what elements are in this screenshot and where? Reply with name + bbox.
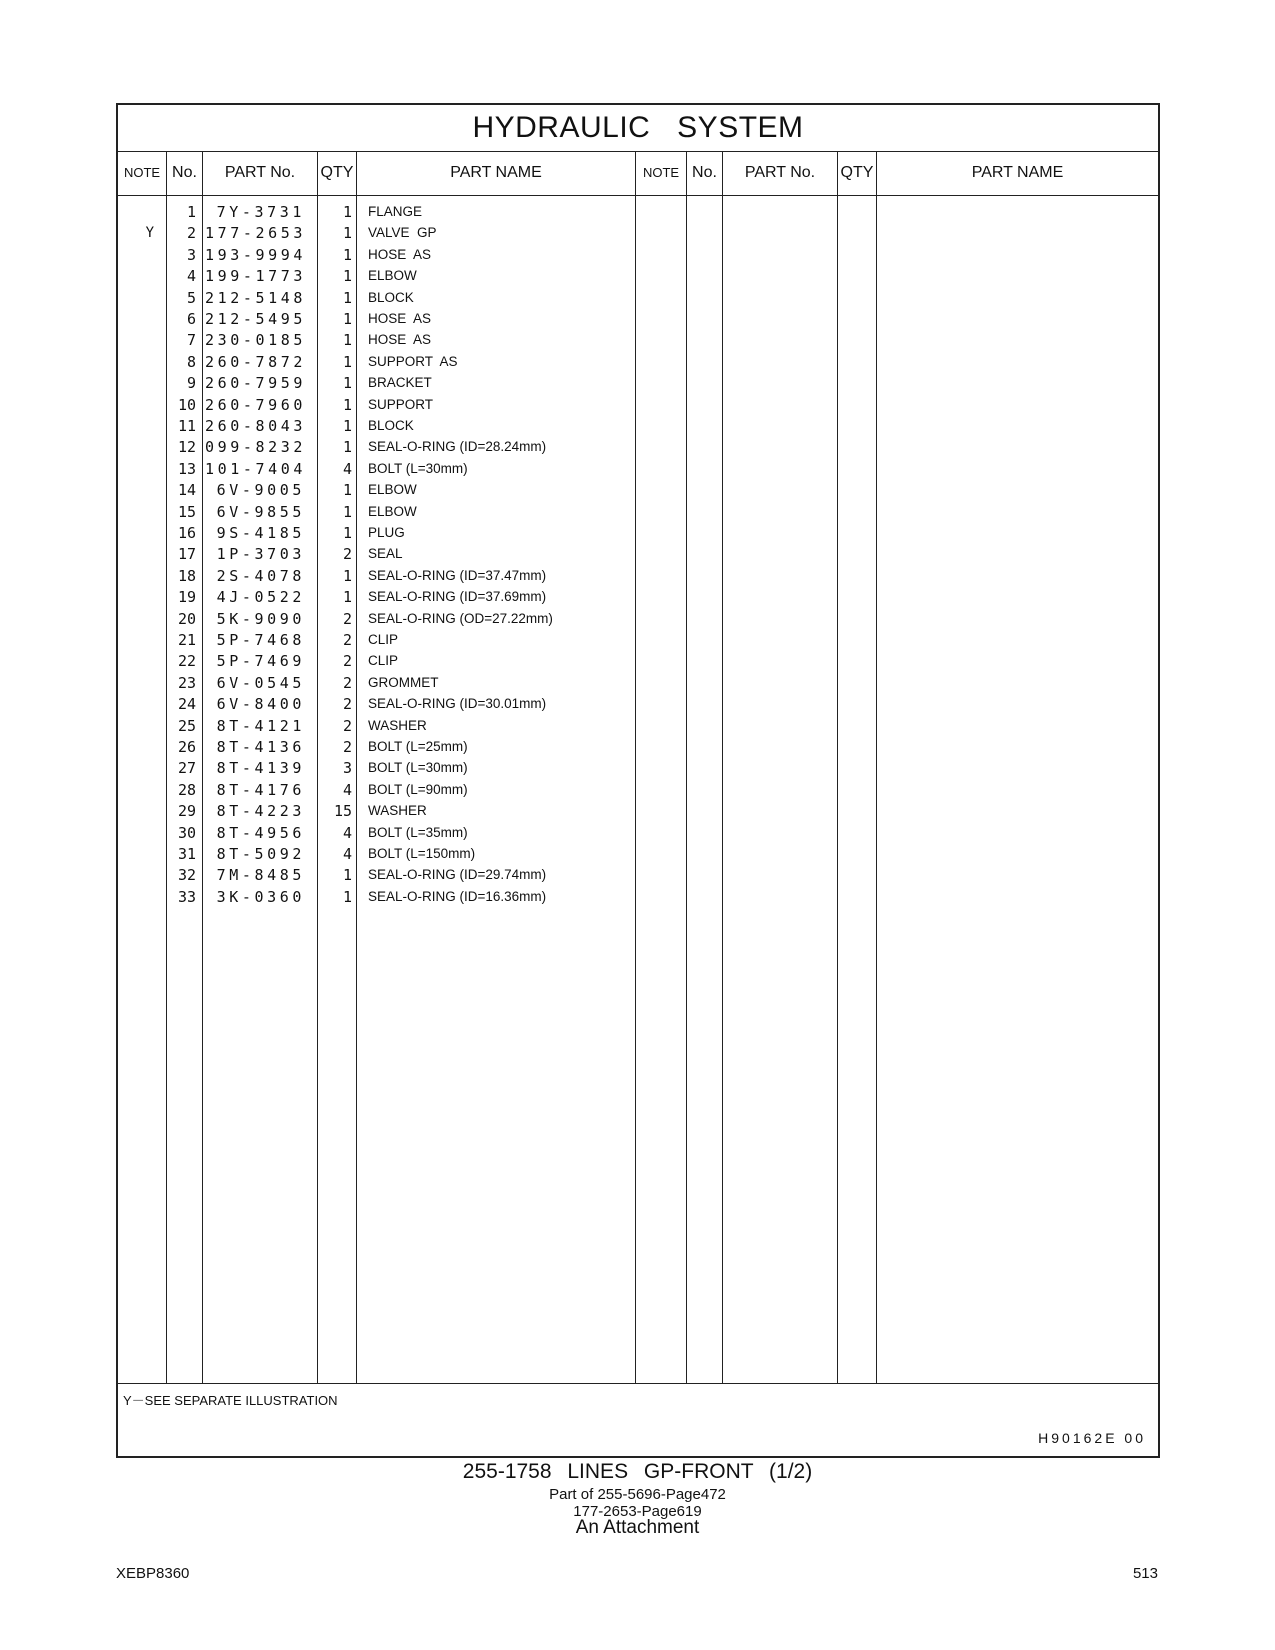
part-name-cell: BRACKET	[368, 375, 432, 391]
part-number-cell: 260-7960	[205, 395, 307, 414]
quantity-cell: 2	[342, 631, 352, 649]
quantity-cell: 2	[342, 673, 352, 692]
quantity-cell: 1	[342, 566, 352, 585]
part-number-cell: 260-7959	[205, 374, 307, 393]
quantity-cell: 4	[342, 823, 352, 842]
item-number-cell: 19	[177, 588, 196, 607]
part-name-cell: CLIP	[368, 653, 399, 669]
item-number-cell: 18	[177, 566, 196, 585]
item-number-cell: 15	[177, 502, 196, 521]
item-number-cell: 31	[177, 845, 196, 863]
part-number-cell: 230-0185	[205, 331, 307, 350]
part-name-cell: SEAL-O-RING (ID=29.74mm)	[368, 867, 547, 883]
item-number-cell: 30	[177, 823, 196, 842]
item-number-cell: 23	[177, 673, 196, 692]
part-name-cell: HOSE AS	[368, 311, 432, 326]
note-cell	[118, 608, 166, 630]
item-number-cell: 27	[177, 759, 196, 778]
item-number-cell: 8	[186, 352, 196, 371]
column-divider	[686, 151, 687, 1383]
item-number-cell: 6	[186, 310, 196, 328]
header-no-right: No.	[692, 164, 717, 181]
header-qty-left: QTY	[320, 164, 354, 181]
document-id: XEBP8360	[116, 1565, 190, 1582]
quantity-cell: 1	[342, 417, 352, 435]
item-number-cell: 26	[177, 738, 196, 756]
part-number-cell: 212-5495	[205, 310, 307, 328]
quantity-cell: 1	[342, 395, 352, 414]
quantity-cell: 1	[342, 374, 352, 393]
part-name-cell: SEAL-O-RING (OD=27.22mm)	[368, 610, 553, 626]
part-name-cell: BOLT (L=30mm)	[368, 460, 468, 476]
part-name-cell: SUPPORT AS	[368, 353, 458, 369]
quantity-cell: 2	[342, 609, 352, 628]
quantity-cell: 1	[342, 887, 352, 906]
note-cell	[118, 779, 166, 801]
part-name-cell: ELBOW	[368, 268, 417, 284]
part-number-cell: 8T-4136	[216, 738, 305, 756]
footnote: Y－SEE SEPARATE ILLUSTRATION	[123, 1393, 338, 1408]
part-name-cell: BOLT (L=30mm)	[368, 760, 468, 776]
item-number-cell: 22	[177, 652, 196, 671]
part-name-cell: SEAL	[368, 546, 403, 562]
column-divider	[317, 151, 318, 1383]
item-number-cell: 13	[177, 459, 196, 478]
note-cell	[118, 843, 166, 865]
header-part-name-right: PART NAME	[971, 164, 1064, 181]
item-number-cell: 32	[177, 866, 196, 885]
item-number-cell: 14	[177, 481, 196, 500]
note-cell	[118, 372, 166, 394]
part-name-cell: ELBOW	[368, 503, 417, 519]
header-qty-right: QTY	[840, 164, 874, 181]
part-name-cell: SEAL-O-RING (ID=16.36mm)	[368, 888, 547, 904]
quantity-cell: 1	[342, 481, 352, 500]
part-number-cell: 8T-4139	[216, 759, 305, 778]
note-cell	[118, 586, 166, 608]
quantity-cell: 2	[342, 695, 352, 714]
part-number-cell: 5P-7468	[216, 631, 305, 649]
part-name-cell: BOLT (L=150mm)	[368, 846, 476, 861]
part-number-cell: 6V-0545	[216, 673, 305, 692]
item-number-cell: 4	[186, 267, 196, 286]
column-divider	[876, 151, 877, 1383]
header-note-left: NOTE	[123, 165, 161, 180]
assembly-subtitle: An Attachment	[575, 1517, 700, 1538]
part-name-cell: BLOCK	[368, 418, 414, 433]
item-number-cell: 16	[177, 524, 196, 542]
item-number-cell: 33	[177, 887, 196, 906]
part-number-cell: 1P-3703	[216, 545, 305, 564]
part-name-cell: FLANGE	[368, 204, 423, 219]
quantity-cell: 2	[342, 545, 352, 564]
quantity-cell: 3	[342, 759, 352, 778]
footer-divider	[118, 1383, 1158, 1384]
item-number-cell: 7	[186, 331, 196, 350]
part-name-cell: BOLT (L=25mm)	[368, 739, 468, 754]
part-number-cell: 8T-5092	[216, 845, 305, 863]
note-cell	[118, 757, 166, 779]
part-number-cell: 3K-0360	[216, 887, 305, 906]
note-cell	[118, 479, 166, 501]
drawing-code: H90162E 00	[1038, 1430, 1146, 1446]
item-number-cell: 5	[186, 288, 196, 307]
item-number-cell: 29	[177, 802, 196, 821]
part-number-cell: 7M-8485	[216, 866, 305, 885]
assembly-title: 255-1758 LINES GP-FRONT (1/2)	[462, 1460, 813, 1483]
note-cell	[118, 650, 166, 672]
note-cell	[118, 458, 166, 480]
part-number-cell: 2S-4078	[216, 566, 305, 585]
part-number-cell: 193-9994	[205, 245, 307, 264]
column-divider	[837, 151, 838, 1383]
quantity-cell: 1	[342, 352, 352, 371]
part-name-cell: WASHER	[368, 803, 427, 819]
note-cell	[118, 629, 166, 651]
part-number-cell: 8T-4176	[216, 780, 305, 799]
part-number-cell: 6V-8400	[216, 695, 305, 714]
column-divider	[356, 151, 357, 1383]
note-cell	[118, 265, 166, 287]
part-name-cell: SEAL-O-RING (ID=30.01mm)	[368, 696, 547, 712]
assembly-reference: 177-2653-Page619	[573, 1503, 702, 1520]
part-name-cell: SEAL-O-RING (ID=28.24mm)	[368, 439, 547, 455]
quantity-cell: 1	[342, 331, 352, 350]
part-name-cell: BOLT (L=90mm)	[368, 781, 468, 797]
note-cell	[118, 287, 166, 309]
header-part-no-right: PART No.	[744, 164, 816, 181]
item-number-cell: 12	[177, 438, 196, 457]
quantity-cell: 15	[333, 802, 352, 821]
part-name-cell: SUPPORT	[368, 396, 434, 412]
note-cell	[118, 394, 166, 416]
header-divider	[118, 195, 1158, 196]
item-number-cell: 11	[177, 417, 196, 435]
column-divider	[202, 151, 203, 1383]
note-cell: Y	[145, 225, 154, 242]
quantity-cell: 2	[342, 738, 352, 756]
quantity-cell: 2	[342, 716, 352, 735]
header-part-name-left: PART NAME	[450, 164, 542, 181]
note-cell	[118, 201, 166, 223]
part-number-cell: 177-2653	[205, 224, 307, 243]
part-number-cell: 260-8043	[205, 417, 307, 435]
header-no-left: No.	[172, 164, 197, 181]
note-cell	[118, 415, 166, 437]
note-cell	[118, 693, 166, 715]
quantity-cell: 4	[342, 459, 352, 478]
part-number-cell: 5P-7469	[216, 652, 305, 671]
note-cell	[118, 522, 166, 544]
part-name-cell: SEAL-O-RING (ID=37.69mm)	[368, 589, 547, 605]
part-number-cell: 212-5148	[205, 288, 307, 307]
note-cell	[118, 822, 166, 844]
note-cell	[118, 244, 166, 266]
quantity-cell: 4	[342, 780, 352, 799]
assembly-reference: Part of 255-5696-Page472	[549, 1486, 726, 1503]
part-name-cell: VALVE GP	[368, 225, 437, 241]
quantity-cell: 4	[342, 845, 352, 863]
header-part-no-left: PART No.	[224, 164, 296, 181]
part-number-cell: 6V-9005	[216, 481, 305, 500]
item-number-cell: 28	[177, 780, 196, 799]
part-name-cell: ELBOW	[368, 482, 417, 498]
part-number-cell: 7Y-3731	[216, 203, 305, 221]
part-number-cell: 199-1773	[205, 267, 307, 286]
part-number-cell: 8T-4121	[216, 716, 305, 735]
note-cell	[118, 864, 166, 886]
note-cell	[118, 736, 166, 758]
part-number-cell: 101-7404	[205, 459, 307, 478]
note-cell	[118, 501, 166, 523]
page-number: 513	[1132, 1565, 1158, 1582]
quantity-cell: 1	[342, 288, 352, 307]
part-name-cell: CLIP	[368, 632, 399, 647]
part-name-cell: BOLT (L=35mm)	[368, 824, 468, 840]
note-cell	[118, 308, 166, 330]
item-number-cell: 17	[177, 545, 196, 564]
note-cell	[118, 351, 166, 373]
quantity-cell: 1	[342, 310, 352, 328]
part-number-cell: 8T-4956	[216, 823, 305, 842]
note-cell	[118, 436, 166, 458]
column-divider	[722, 151, 723, 1383]
item-number-cell: 1	[186, 203, 196, 221]
quantity-cell: 2	[342, 652, 352, 671]
part-number-cell: 260-7872	[205, 352, 307, 371]
part-name-cell: HOSE AS	[368, 246, 432, 262]
note-cell	[118, 672, 166, 694]
parts-list-table	[116, 103, 1160, 1458]
part-name-cell: PLUG	[368, 525, 405, 540]
part-name-cell: WASHER	[368, 717, 427, 733]
quantity-cell: 1	[342, 866, 352, 885]
part-number-cell: 9S-4185	[216, 524, 305, 542]
item-number-cell: 24	[177, 695, 196, 714]
part-name-cell: BLOCK	[368, 289, 414, 305]
quantity-cell: 1	[342, 502, 352, 521]
item-number-cell: 2	[186, 224, 196, 243]
item-number-cell: 20	[177, 609, 196, 628]
note-cell	[118, 543, 166, 565]
item-number-cell: 9	[186, 374, 196, 393]
item-number-cell: 3	[186, 245, 196, 264]
part-number-cell: 6V-9855	[216, 502, 305, 521]
quantity-cell: 1	[342, 245, 352, 264]
part-name-cell: GROMMET	[368, 674, 439, 690]
quantity-cell: 1	[342, 224, 352, 243]
quantity-cell: 1	[342, 438, 352, 457]
note-cell	[118, 565, 166, 587]
note-cell	[118, 715, 166, 737]
note-cell	[118, 329, 166, 351]
part-number-cell: 5K-9090	[216, 609, 305, 628]
column-divider	[166, 151, 167, 1383]
section-title: HYDRAULIC SYSTEM	[472, 111, 804, 144]
header-note-right: NOTE	[642, 165, 680, 180]
note-cell	[118, 800, 166, 822]
part-number-cell: 099-8232	[205, 438, 307, 457]
note-cell	[118, 886, 166, 908]
quantity-cell: 1	[342, 524, 352, 542]
item-number-cell: 25	[177, 716, 196, 735]
item-number-cell: 10	[177, 395, 196, 414]
part-number-cell: 8T-4223	[216, 802, 305, 821]
part-name-cell: HOSE AS	[368, 332, 432, 348]
quantity-cell: 1	[342, 267, 352, 286]
part-number-cell: 4J-0522	[216, 588, 305, 607]
item-number-cell: 21	[177, 631, 196, 649]
quantity-cell: 1	[342, 588, 352, 607]
quantity-cell: 1	[342, 203, 352, 221]
part-name-cell: SEAL-O-RING (ID=37.47mm)	[368, 567, 547, 583]
